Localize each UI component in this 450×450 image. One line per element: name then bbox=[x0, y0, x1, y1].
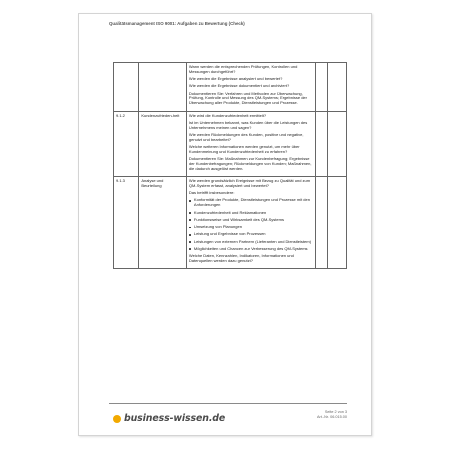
list-item: Leistung und Ergebnisse von Prozessen bbox=[189, 232, 313, 237]
page-meta bbox=[317, 410, 347, 420]
checklist-table bbox=[113, 62, 347, 269]
question-text: Wie werden grundsätzlich Ereignisse mit Bezug zu Qualität und zum QM-System erfasst, analysiert und bewertet? bbox=[188, 178, 311, 188]
category-cell: Kundenzufrieden-heit bbox=[139, 111, 187, 176]
question-text: Wie werden die Ergebnisse analysiert und bewertet? bbox=[188, 76, 283, 82]
list-item: Kundenzufriedenheit und Reklamationen bbox=[189, 211, 313, 216]
footer-divider bbox=[109, 403, 347, 404]
category-cell: Analyse und Beurteilung bbox=[139, 177, 187, 269]
notes-cell bbox=[327, 63, 346, 112]
question-text: Welche weiteren Informationen werden genutzt, um mehr über Kundenmeinung und Kundenzufriedenheit zu erfahren? bbox=[188, 144, 300, 154]
question-text: Welche Daten, Kennzahlen, Indikatoren, Informationen und Datenquellen werden dazu genutzt? bbox=[188, 253, 294, 264]
check-cell bbox=[315, 177, 327, 269]
list-item: Konformität der Produkte, Dienstleistungen und Prozesse mit den Anforderungen bbox=[189, 198, 313, 208]
question-text: Dokumentieren Sie: Verfahren und Methoden zur Überwachung, Prüfung, Kontrolle und Messung des QM-Systems; Ergebnisse der Überwachung aller Produkte, Dienstleistungen und Prozesse. bbox=[188, 90, 307, 106]
notes-cell bbox=[327, 177, 346, 269]
section-number-cell: 9.1.2 bbox=[114, 111, 139, 176]
question-text: Dokumentieren Sie: Maßnahmen zur Kundenbefragung; Ergebnisse der Kundenbefragungen; Rückmeldungen von Kunden; Maßnahmen, die dadurch ausgelöst werden. bbox=[188, 156, 312, 171]
questions-cell bbox=[186, 111, 315, 176]
questions-cell bbox=[186, 177, 315, 269]
check-cell bbox=[315, 63, 327, 112]
section-number-cell: 9.1.3 bbox=[114, 177, 139, 269]
question-text: Wie wird die Kundenzufriedenheit ermittelt? bbox=[188, 112, 267, 118]
list-item: Möglichkeiten und Chancen zur Verbesserung des QM-Systems bbox=[189, 247, 313, 252]
table-row bbox=[114, 111, 347, 176]
brand-logo bbox=[113, 413, 225, 424]
article-number: Art.-Nr. 06.015.00 bbox=[317, 415, 347, 419]
notes-cell bbox=[327, 111, 346, 176]
bullet-list bbox=[189, 198, 313, 251]
question-text: Wie werden die Ergebnisse dokumentiert und archiviert? bbox=[188, 83, 290, 89]
question-text: Das betrifft insbesondere: bbox=[188, 190, 235, 196]
section-number-cell bbox=[114, 63, 139, 112]
brand-name: business-wissen.de bbox=[124, 413, 226, 424]
table-row bbox=[114, 63, 347, 112]
page-number: Seite 2 von 3 bbox=[324, 410, 347, 414]
list-item: Funktionsweise und Wirksamkeit des QM-Systems bbox=[189, 218, 313, 223]
table-row bbox=[114, 177, 347, 269]
brand-dot-icon bbox=[113, 415, 121, 423]
questions-cell bbox=[186, 63, 315, 112]
check-cell bbox=[315, 111, 327, 176]
question-text: Ist im Unternehmen bekannt, was Kunden über die Leistungen des Unternehmens meinen und sagen? bbox=[188, 119, 308, 130]
list-item: Leistungen von externen Partnern (Lieferanten und Dienstleistern) bbox=[189, 240, 313, 245]
document-header: Qualitätsmanagement ISO 9001: Aufgaben zu Bewertung (Check) bbox=[109, 21, 245, 26]
list-item: Umsetzung von Planungen bbox=[189, 225, 313, 230]
category-cell bbox=[139, 63, 187, 112]
question-text: Wie werden Rückmeldungen des Kunden, positive und negative, genutzt und bearbeitet? bbox=[188, 131, 304, 142]
question-text: Wann werden die entsprechenden Prüfungen, Kontrollen und Messungen durchgeführt? bbox=[188, 64, 298, 74]
